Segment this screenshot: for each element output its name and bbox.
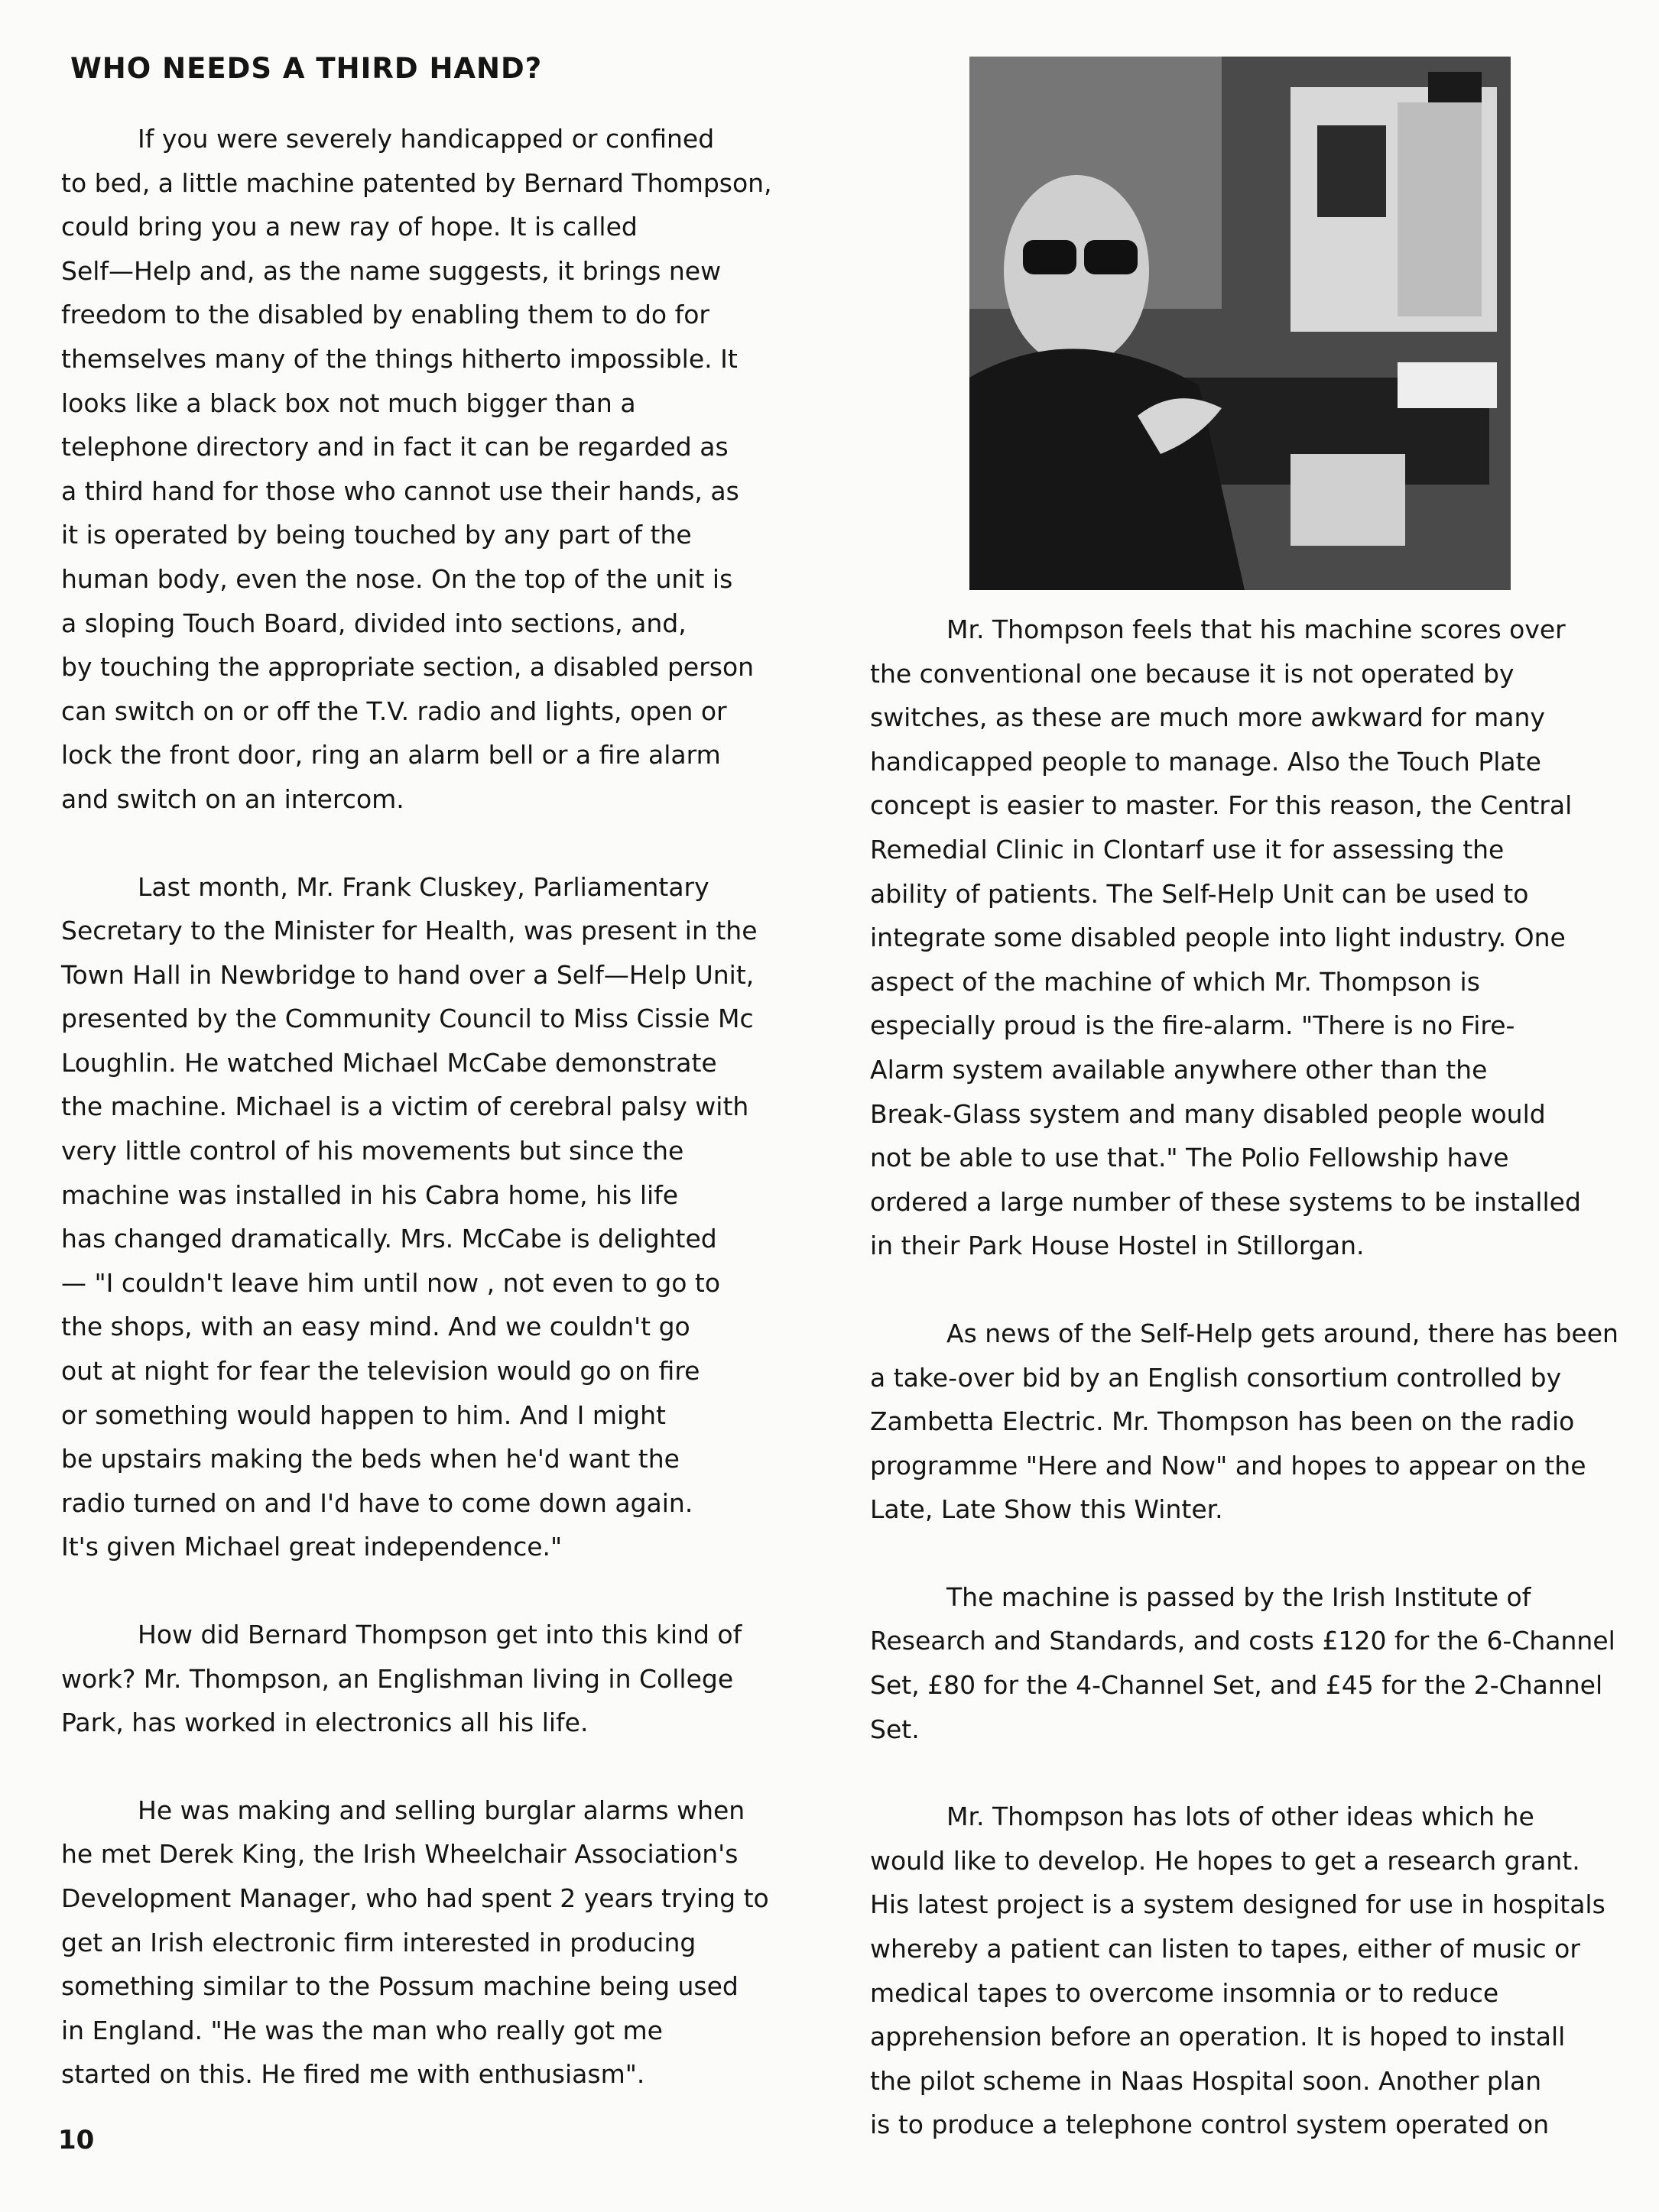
- text-line: a third hand for those who cannot use their hands, as: [61, 475, 739, 506]
- text-line: or something would happen to him. And I might: [61, 1400, 666, 1430]
- text-line: whereby a patient can listen to tapes, either of music or: [870, 1934, 1580, 1964]
- text-line: Self—Help and, as the name suggests, it brings new: [61, 255, 722, 286]
- text-line: Park, has worked in electronics all his life.: [61, 1708, 589, 1738]
- text-line: and switch on an intercom.: [61, 783, 404, 814]
- text-line: can switch on or off the T.V. radio and lights, open or: [61, 696, 727, 726]
- text-line: has changed dramatically. Mrs. McCabe is delighted: [61, 1224, 717, 1254]
- text-line: the shops, with an easy mind. And we couldn't go: [61, 1312, 690, 1342]
- text-line: aspect of the machine of which Mr. Thompson is: [870, 966, 1480, 997]
- text-line: The machine is passed by the Irish Institute of: [946, 1581, 1531, 1612]
- left-column: [61, 117, 772, 2097]
- text-line: in their Park House Hostel in Stillorgan.: [870, 1231, 1365, 1261]
- text-line: Development Manager, who had spent 2 years trying to: [61, 1883, 769, 1913]
- text-line: started on this. He fired me with enthusiasm".: [61, 2059, 645, 2090]
- text-line: get an Irish electronic firm interested in producing: [61, 1927, 696, 1957]
- text-line: a sloping Touch Board, divided into sections, and,: [61, 608, 687, 638]
- text-line: Break-Glass system and many disabled people would: [870, 1098, 1546, 1129]
- text-line: the conventional one because it is not operated by: [870, 658, 1515, 689]
- text-line: not be able to use that." The Polio Fellowship have: [870, 1143, 1509, 1173]
- text-line: to bed, a little machine patented by Bernard Thompson,: [61, 167, 772, 198]
- text-line: especially proud is the fire-alarm. "There is no Fire-: [870, 1010, 1515, 1041]
- photo-man-with-electronics: [969, 57, 1511, 590]
- text-line: the machine. Michael is a victim of cerebral palsy with: [61, 1091, 749, 1122]
- right-column: [870, 608, 1618, 2147]
- text-line: Research and Standards, and costs £120 for the 6-Channel: [870, 1626, 1615, 1656]
- text-line: a take-over bid by an English consortium controlled by: [870, 1362, 1562, 1393]
- article-headline: WHO NEEDS A THIRD HAND?: [70, 52, 543, 85]
- text-line: programme "Here and Now" and hopes to appear on the: [870, 1450, 1586, 1481]
- text-line: it is operated by being touched by any part of the: [61, 520, 692, 550]
- text-line: Late, Late Show this Winter.: [870, 1494, 1223, 1525]
- text-line: machine was installed in his Cabra home, his life: [61, 1179, 679, 1210]
- text-line: human body, even the nose. On the top of the unit is: [61, 563, 733, 594]
- text-line: very little control of his movements but since the: [61, 1136, 684, 1166]
- text-line: handicapped people to manage. Also the Touch Plate: [870, 746, 1541, 777]
- text-line: by touching the appropriate section, a disabled person: [61, 652, 755, 683]
- text-line: would like to develop. He hopes to get a research grant.: [870, 1845, 1580, 1876]
- text-line: concept is easier to master. For this reason, the Central: [870, 790, 1573, 821]
- text-line: integrate some disabled people into light industry. One: [870, 923, 1566, 953]
- text-line: presented by the Community Council to Miss Cissie Mc: [61, 1004, 754, 1034]
- text-line: something similar to the Possum machine being used: [61, 1971, 739, 2002]
- text-line: Zambetta Electric. Mr. Thompson has been on the radio: [870, 1406, 1575, 1437]
- text-line: As news of the Self-Help gets around, there has been: [946, 1318, 1618, 1348]
- text-line: Town Hall in Newbridge to hand over a Self—Help Unit,: [61, 959, 755, 990]
- text-line: apprehension before an operation. It is hoped to install: [870, 2022, 1566, 2052]
- text-line: Mr. Thompson has lots of other ideas which he: [946, 1802, 1534, 1832]
- text-line: is to produce a telephone control system operated on: [870, 2110, 1550, 2140]
- text-line: If you were severely handicapped or confined: [138, 124, 715, 154]
- text-line: work? Mr. Thompson, an Englishman living in College: [61, 1663, 734, 1694]
- text-line: Last month, Mr. Frank Cluskey, Parliamentary: [138, 871, 709, 902]
- text-line: ability of patients. The Self-Help Unit can be used to: [870, 878, 1529, 909]
- text-line: freedom to the disabled by enabling them to do for: [61, 300, 709, 330]
- page-number: 10: [58, 2125, 95, 2155]
- text-line: could bring you a new ray of hope. It is called: [61, 212, 638, 242]
- text-line: ordered a large number of these systems to be installed: [870, 1186, 1581, 1217]
- text-line: he met Derek King, the Irish Wheelchair Association's: [61, 1839, 739, 1870]
- text-line: telephone directory and in fact it can be regarded as: [61, 432, 729, 462]
- text-line: His latest project is a system designed for use in hospitals: [870, 1889, 1605, 1920]
- text-line: out at night for fear the television would go on fire: [61, 1356, 700, 1387]
- text-line: looks like a black box not much bigger than a: [61, 388, 636, 418]
- text-line: lock the front door, ring an alarm bell or a fire alarm: [61, 740, 721, 770]
- text-line: Loughlin. He watched Michael McCabe demonstrate: [61, 1047, 717, 1078]
- text-line: He was making and selling burglar alarms when: [138, 1795, 745, 1825]
- text-line: Remedial Clinic in Clontarf use it for assessing the: [870, 834, 1505, 864]
- text-line: medical tapes to overcome insomnia or to reduce: [870, 1977, 1499, 2008]
- text-line: Set.: [870, 1714, 920, 1744]
- text-line: Alarm system available anywhere other than the: [870, 1054, 1488, 1085]
- text-line: It's given Michael great independence.": [61, 1532, 563, 1562]
- text-line: themselves many of the things hitherto impossible. It: [61, 343, 738, 374]
- text-line: be upstairs making the beds when he'd want the: [61, 1444, 680, 1474]
- text-line: — "I couldn't leave him until now , not even to go to: [61, 1267, 721, 1298]
- text-line: Mr. Thompson feels that his machine scores over: [946, 615, 1566, 644]
- photo-graphic: [969, 57, 1511, 590]
- text-line: radio turned on and I'd have to come down again.: [61, 1487, 693, 1518]
- text-line: Secretary to the Minister for Health, was present in the: [61, 916, 758, 946]
- text-line: in England. "He was the man who really got me: [61, 2015, 663, 2045]
- text-line: How did Bernard Thompson get into this kind of: [138, 1620, 742, 1649]
- text-line: the pilot scheme in Naas Hospital soon. Another plan: [870, 2065, 1542, 2096]
- text-line: Set, £80 for the 4-Channel Set, and £45 for the 2-Channel: [870, 1670, 1603, 1701]
- text-line: switches, as these are much more awkward for many: [870, 702, 1545, 733]
